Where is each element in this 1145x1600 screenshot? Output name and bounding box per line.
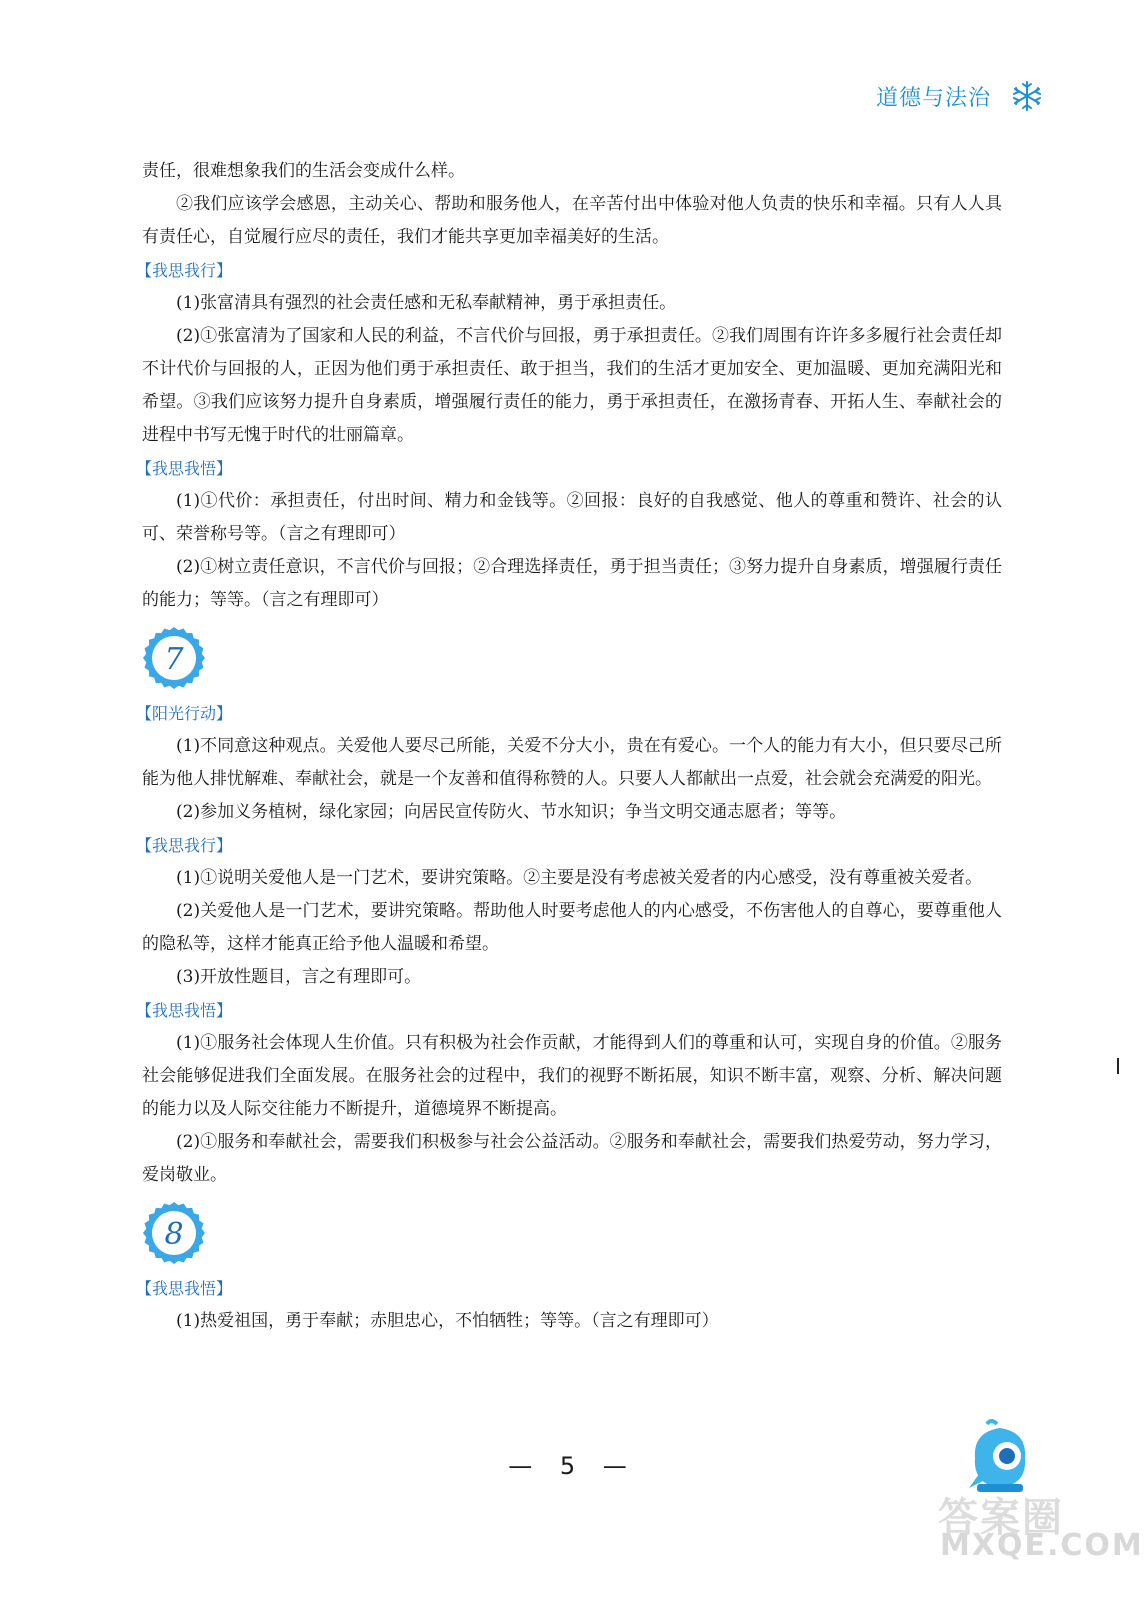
- answer-paragraph: ②我们应该学会感恩，主动关心、帮助和服务他人，在辛苦付出中体验对他人负责的快乐和幸福。只有人人具有责任心，自觉履行应尽的责任，我们才能共享更加幸福美好的生活。: [142, 194, 1002, 247]
- answer-paragraph: (1)热爱祖国，勇于奉献；赤胆忠心，不怕牺牲；等等。（言之有理即可）: [176, 1311, 719, 1331]
- subject-title: 道德与法治: [875, 85, 991, 111]
- margin-mark: [1117, 1058, 1119, 1074]
- answer-paragraph: (1)①服务社会体现人生价值。只有积极为社会作贡献，才能得到人们的尊重和认可，实现自身的价值。②服务社会能够促进我们全面发展。在服务社会的过程中，我们的视野不断拓展，知识不断丰富，观察、分析、解决问题的能力以及人际交往能力不断提升，道德境界不断提高。: [142, 1033, 1002, 1119]
- watermark-url: MXQE.COM: [940, 1528, 1144, 1563]
- section-label: 【我思我悟】: [136, 1001, 233, 1020]
- page-number: — 5 —: [508, 1452, 637, 1480]
- page-header: [876, 80, 1043, 112]
- snowflake-icon: [1011, 80, 1043, 112]
- answer-paragraph: (1)①说明关爱他人是一门艺术，要讲究策略。②主要是没有考虑被关爱者的内心感受，没有尊重被关爱者。: [176, 868, 983, 888]
- answer-content: [136, 155, 1002, 1338]
- answer-paragraph: (2)①树立责任意识，不言代价与回报；②合理选择责任，勇于担当责任；③努力提升自身素质，增强履行责任的能力；等等。（言之有理即可）: [142, 557, 1002, 610]
- section-label: 【我思我悟】: [136, 1279, 233, 1298]
- section-label: 【我思我行】: [136, 836, 233, 855]
- answer-paragraph: (2)①张富清为了国家和人民的利益，不言代价与回报，勇于承担责任。②我们周围有许许多多履行社会责任却不计代价与回报的人，正因为他们勇于承担责任、敢于担当，我们的生活才更加安全、更加温暖、更加充满阳光和希望。③我们应该努力提升自身素质，增强履行责任的能力，勇于承担责任，在激扬青春、开拓人生、奉献社会的进程中书写无愧于时代的壮丽篇章。: [142, 326, 1002, 445]
- answer-paragraph: (3)开放性题目，言之有理即可。: [176, 967, 422, 987]
- mascot-icon: [965, 1418, 1035, 1496]
- lesson-badge: [142, 623, 1002, 693]
- answer-paragraph: (1)①代价：承担责任，付出时间、精力和金钱等。②回报：良好的自我感觉、他人的尊重和赞许、社会的认可、荣誉称号等。（言之有理即可）: [142, 491, 1002, 544]
- lesson-badge: [142, 1198, 1002, 1268]
- section-label: 【我思我行】: [136, 261, 233, 280]
- lesson-number: 7: [164, 642, 184, 677]
- lesson-number-badge-icon: [142, 626, 206, 690]
- lesson-number-badge-icon: [142, 1201, 206, 1265]
- lesson-number: 8: [164, 1217, 184, 1252]
- watermark-chinese: 答案圈: [938, 1495, 1064, 1541]
- section-label: 【我思我悟】: [136, 459, 233, 478]
- section-label: 【阳光行动】: [136, 704, 233, 723]
- answer-paragraph: (2)关爱他人是一门艺术，要讲究策略。帮助他人时要考虑他人的内心感受，不伤害他人的自尊心，要尊重他人的隐私等，这样才能真正给予他人温暖和希望。: [142, 901, 1002, 954]
- answer-paragraph: (2)①服务和奉献社会，需要我们积极参与社会公益活动。②服务和奉献社会，需要我们热爱劳动，努力学习，爱岗敬业。: [142, 1132, 1002, 1185]
- answer-paragraph: (1)不同意这种观点。关爱他人要尽己所能，关爱不分大小，贵在有爱心。一个人的能力有大小，但只要尽己所能为他人排忧解难、奉献社会，就是一个友善和值得称赞的人。只要人人都献出一点爱，社会就会充满爱的阳光。: [142, 736, 1002, 789]
- answer-paragraph: (2)参加义务植树，绿化家园；向居民宣传防火、节水知识；争当文明交通志愿者；等等。: [176, 802, 847, 822]
- answer-paragraph: (1)张富清具有强烈的社会责任感和无私奉献精神，勇于承担责任。: [176, 293, 677, 313]
- answer-paragraph: 责任，很难想象我们的生活会变成什么样。: [142, 161, 465, 181]
